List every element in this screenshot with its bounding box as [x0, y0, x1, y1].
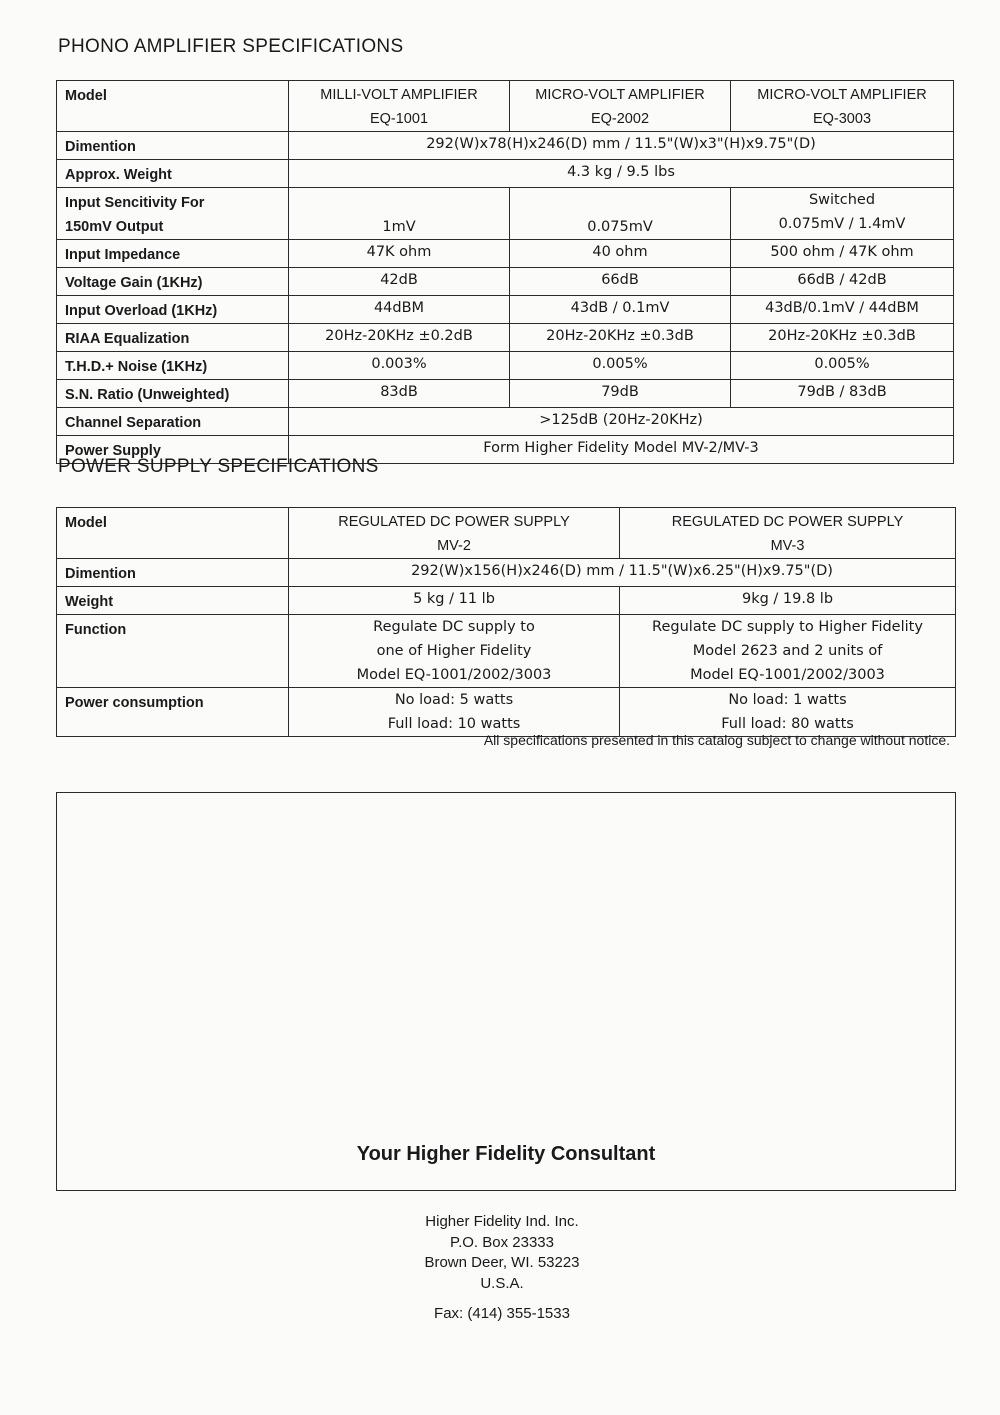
table-row — [57, 587, 956, 615]
model-header-eq1001: MILLI-VOLT AMPLIFIER EQ-1001 — [289, 81, 510, 132]
disclaimer-note: All specifications presented in this catalog subject to change without notice. — [483, 732, 950, 748]
model-header-mv2: REGULATED DC POWER SUPPLY MV-2 — [289, 508, 620, 559]
cell-value: 292(W)x78(H)x246(D) mm / 11.5"(W)x3"(H)x9.75"(D) — [289, 132, 954, 160]
table-row — [57, 615, 956, 688]
table-row — [57, 352, 954, 380]
cell-value: Regulate DC supply to one of Higher Fidelity Model EQ-1001/2002/3003 — [289, 615, 620, 688]
cell-value: 292(W)x156(H)x246(D) mm / 11.5"(W)x6.25"(H)x9.75"(D) — [289, 559, 956, 587]
cell-value: 43dB / 0.1mV — [510, 296, 731, 324]
model-header-mv3: REGULATED DC POWER SUPPLY MV-3 — [620, 508, 956, 559]
fax-number: Fax: (414) 355-1533 — [434, 1305, 570, 1322]
row-label: Input Overload (1KHz) — [57, 296, 289, 324]
table-row — [57, 296, 954, 324]
company-address — [352, 1212, 652, 1294]
model-header-eq2002: MICRO-VOLT AMPLIFIER EQ-2002 — [510, 81, 731, 132]
cell-value: 20Hz-20KHz ±0.2dB — [289, 324, 510, 352]
cell-value: 500 ohm / 47K ohm — [731, 240, 954, 268]
table-row — [57, 408, 954, 436]
cell-value: Switched 0.075mV / 1.4mV — [731, 188, 954, 240]
row-label: Input Sencitivity For 150mV Output — [57, 188, 289, 240]
cell-value: 0.075mV — [510, 188, 731, 240]
phono-specs-table — [56, 80, 954, 464]
cell-value: 0.005% — [510, 352, 731, 380]
table-row — [57, 81, 954, 132]
cell-value: 20Hz-20KHz ±0.3dB — [731, 324, 954, 352]
cell-value: 40 ohm — [510, 240, 731, 268]
phono-specs-heading: PHONO AMPLIFIER SPECIFICATIONS — [58, 36, 404, 57]
power-supply-specs-table — [56, 507, 956, 737]
table-row — [57, 324, 954, 352]
cell-value: 43dB/0.1mV / 44dBM — [731, 296, 954, 324]
cell-value: No load: 5 watts Full load: 10 watts — [289, 688, 620, 737]
row-label: Channel Separation — [57, 408, 289, 436]
row-label: Model — [57, 81, 289, 132]
cell-value: 47K ohm — [289, 240, 510, 268]
country: U.S.A. — [480, 1274, 524, 1292]
row-label: Voltage Gain (1KHz) — [57, 268, 289, 296]
row-label: Power consumption — [57, 688, 289, 737]
row-label: Model — [57, 508, 289, 559]
cell-value: 42dB — [289, 268, 510, 296]
table-row — [57, 160, 954, 188]
cell-value: 0.003% — [289, 352, 510, 380]
cell-value: 66dB / 42dB — [731, 268, 954, 296]
cell-value: 66dB — [510, 268, 731, 296]
row-label: T.H.D.+ Noise (1KHz) — [57, 352, 289, 380]
row-label: Approx. Weight — [57, 160, 289, 188]
cell-value: No load: 1 watts Full load: 80 watts — [620, 688, 956, 737]
cell-value: 4.3 kg / 9.5 lbs — [289, 160, 954, 188]
cell-value: 5 kg / 11 lb — [289, 587, 620, 615]
table-row — [57, 508, 956, 559]
cell-value: 44dBM — [289, 296, 510, 324]
table-row — [57, 268, 954, 296]
table-row — [57, 559, 956, 587]
model-header-eq3003: MICRO-VOLT AMPLIFIER EQ-3003 — [731, 81, 954, 132]
table-row — [57, 132, 954, 160]
cell-value: 79dB / 83dB — [731, 380, 954, 408]
table-row — [57, 380, 954, 408]
row-label: Dimention — [57, 132, 289, 160]
cell-value: Regulate DC supply to Higher Fidelity Model 2623 and 2 units of Model EQ-1001/2002/3003 — [620, 615, 956, 688]
row-label: Weight — [57, 587, 289, 615]
row-label: Function — [57, 615, 289, 688]
cell-value: Form Higher Fidelity Model MV-2/MV-3 — [289, 436, 954, 464]
cell-value: 83dB — [289, 380, 510, 408]
table-row — [57, 240, 954, 268]
row-label: S.N. Ratio (Unweighted) — [57, 380, 289, 408]
cell-value: 9kg / 19.8 lb — [620, 587, 956, 615]
cell-value: >125dB (20Hz-20KHz) — [289, 408, 954, 436]
table-row — [57, 188, 954, 240]
cell-value: 79dB — [510, 380, 731, 408]
row-label: Dimention — [57, 559, 289, 587]
consultant-stamp-box — [56, 792, 956, 1191]
row-label: Power Supply — [57, 436, 289, 464]
power-supply-specs-heading: POWER SUPPLY SPECIFICATIONS — [58, 456, 379, 477]
cell-value: 0.005% — [731, 352, 954, 380]
company-name: Higher Fidelity Ind. Inc. — [425, 1213, 579, 1230]
consultant-label: Your Higher Fidelity Consultant — [356, 1143, 656, 1165]
row-label: RIAA Equalization — [57, 324, 289, 352]
city-line: Brown Deer, WI. 53223 — [424, 1254, 580, 1271]
cell-value: 1mV — [289, 188, 510, 240]
cell-value: 20Hz-20KHz ±0.3dB — [510, 324, 731, 352]
po-box: P.O. Box 23333 — [450, 1233, 554, 1251]
row-label: Input Impedance — [57, 240, 289, 268]
table-row — [57, 688, 956, 737]
